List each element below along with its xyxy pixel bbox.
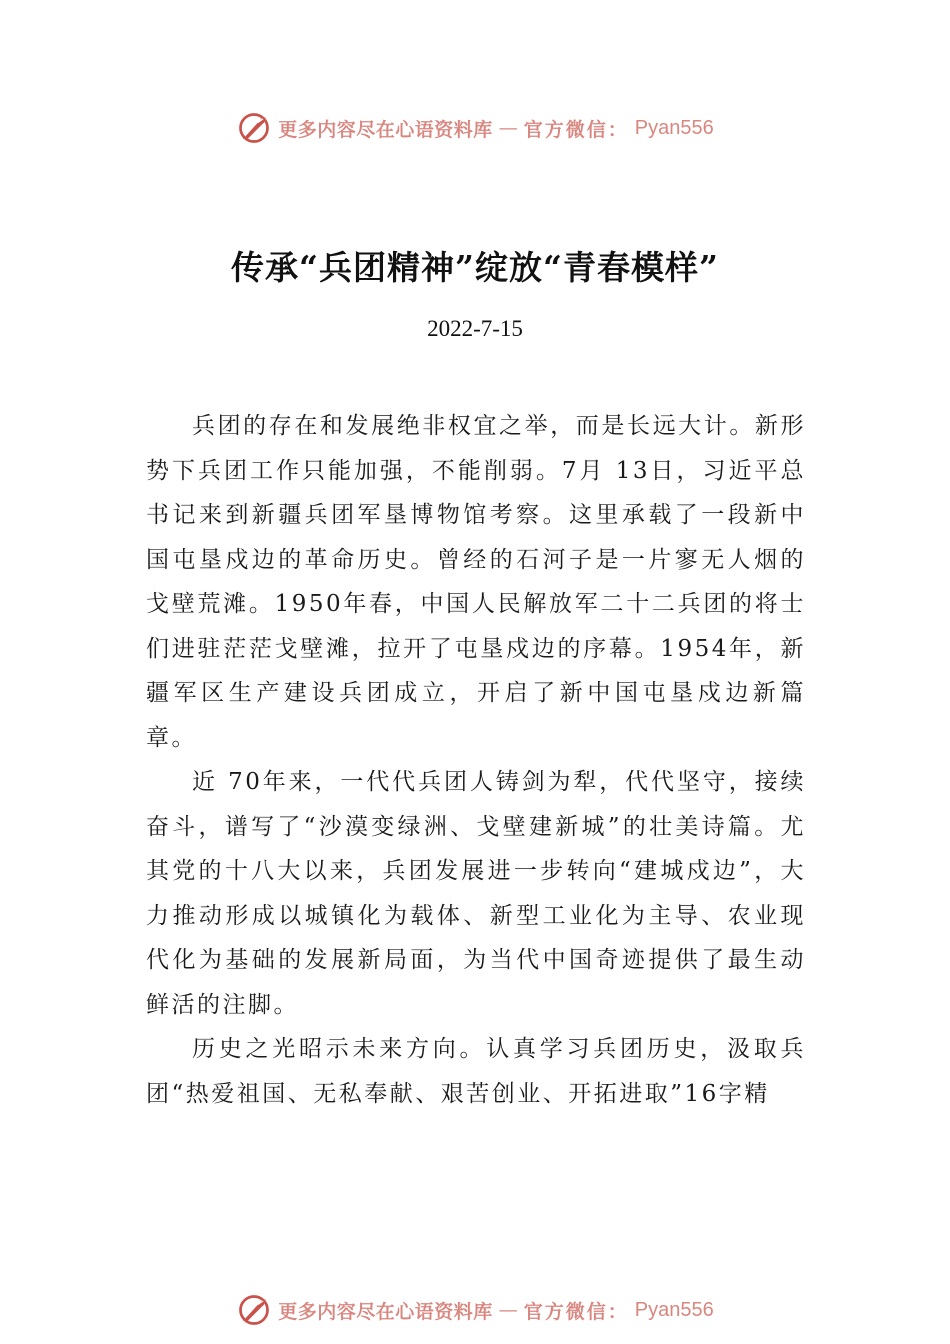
watermark-label: 官方微信： [523, 118, 629, 141]
article-date: 2022-7-15 [427, 316, 523, 341]
quill-pen-logo-icon [236, 1292, 272, 1328]
footer-watermark [0, 1290, 950, 1330]
paragraph: 近 70年来，一代代兵团人铸剑为犁，代代坚守，接续奋斗，谱写了“沙漠变绿洲、戈壁建新城”的壮美诗篇。尤其党的十八大以来，兵团发展进一步转向“建城戍边”，大力推动形成以城镇化为载体、新型工业化为主导、农业现代化为基础的发展新局面，为当代中国奇迹提供了最生动鲜活的注脚。 [146, 769, 806, 1018]
watermark-label: 官方微信： [523, 1300, 629, 1323]
article-body [146, 404, 806, 1116]
quill-pen-logo-icon [236, 110, 272, 146]
watermark-site-text: 更多内容尽在心语资料库 [278, 1300, 493, 1323]
watermark-wechat-id: Pyan556 [634, 116, 714, 139]
watermark-site-text: 更多内容尽在心语资料库 [278, 118, 493, 141]
watermark-dash: — [498, 117, 518, 139]
watermark-wechat-id: Pyan556 [634, 1298, 714, 1321]
paragraph: 历史之光昭示未来方向。认真学习兵团历史，汲取兵团“热爱祖国、无私奉献、艰苦创业、开拓进取”16字精 [146, 1036, 806, 1107]
watermark-dash: — [498, 1299, 518, 1321]
article-title: 传承“兵团精神”绽放“青春模样” [231, 248, 719, 287]
paragraph: 兵团的存在和发展绝非权宜之举，而是长远大计。新形势下兵团工作只能加强，不能削弱。7月 13日，习近平总书记来到新疆兵团军垦博物馆考察。这里承载了一段新中国屯垦戍边的革命历史。曾经的石河子是一片寥无人烟的戈壁荒滩。1950年春，中国人民解放军二十二兵团的将士们进驻茫茫戈壁滩，拉开了屯垦戍边的序幕。1954年，新疆军区生产建设兵团成立，开启了新中国屯垦戍边新篇章。 [146, 413, 806, 751]
header-watermark [0, 108, 950, 148]
